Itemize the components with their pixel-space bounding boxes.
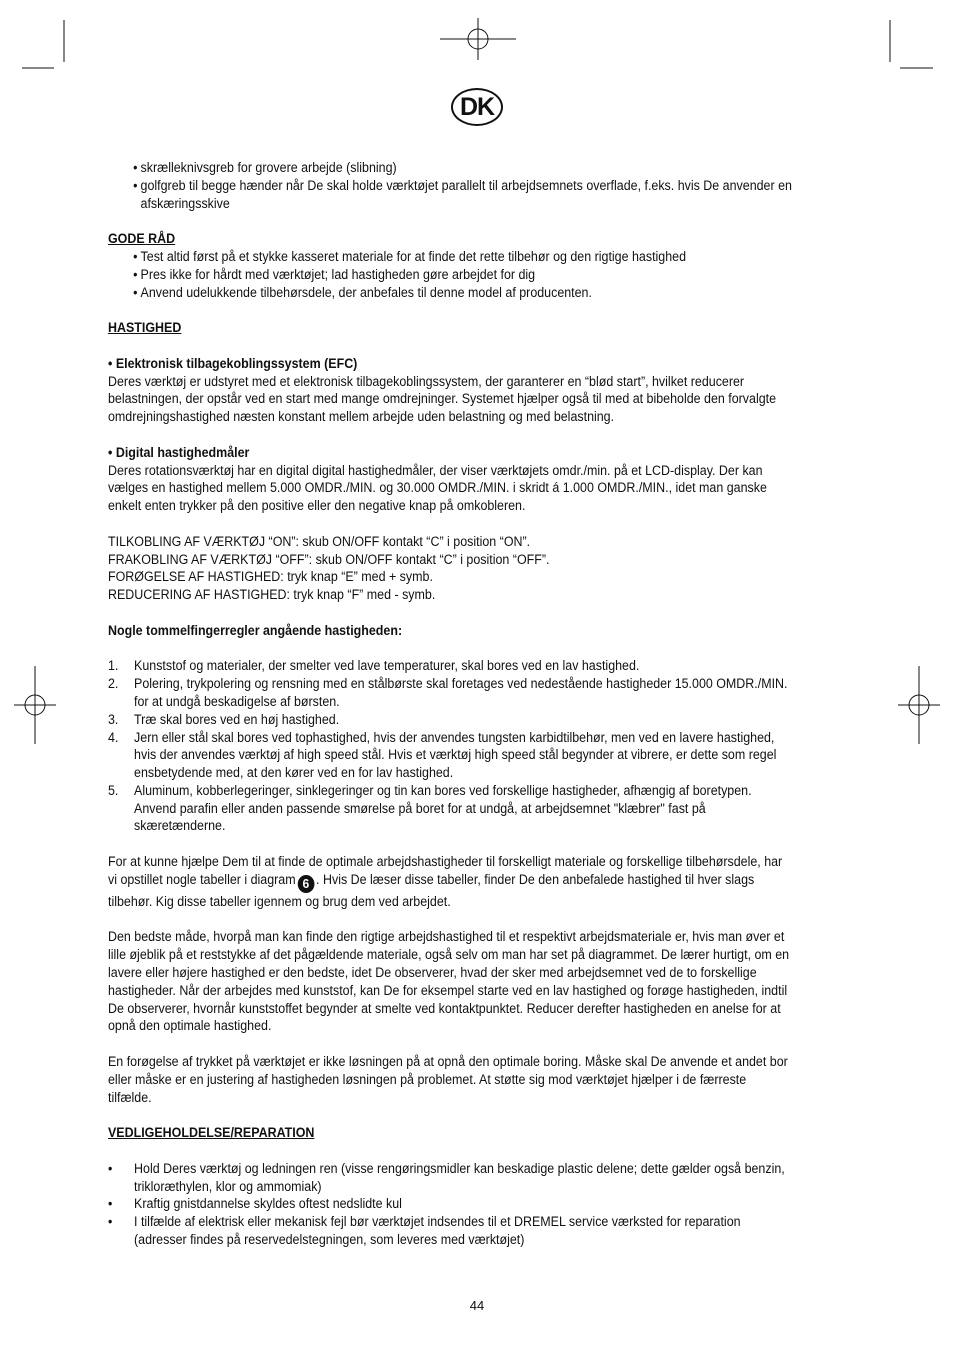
paragraph-line: belastningen, der opstår ved en start med mange omdrejninger. Systemet hjælper også til med at bibeholde den forvalgte <box>108 391 777 407</box>
section-heading: HASTIGHED <box>108 320 182 336</box>
paragraph-line: vælges en hastighed mellem 5.000 OMDR./MIN. og 30.000 OMDR./MIN. i skridt á 1.000 OMDR./MIN., idet man ganske <box>108 480 767 496</box>
page-number: 44 <box>469 1298 485 1313</box>
numbered-item: 4. Jern eller stål skal bores ved tophastighed, hvis der anvendes tungsten karbidtilbehør, men ved en lavere hastighed, hvis der anvendes værktøj af high speed stål. Hvis et værktøj high speed stål begynder at vibrere, er dette som regel ensbetydende med, at den kører ved en for lav hastighed. <box>108 729 777 781</box>
numbered-item: 5. Aluminum, kobberlegeringer, sinklegeringer og tin kan bores ved forskellige hastigheder, afhængig af boretypen. Anvend parafin eller anden passende smørelse på boret for at undgå, at arbejdsemnet "klæbrer" fast på skæretænderne. <box>108 782 752 834</box>
control-instruction: FORØGELSE AF HASTIGHED: tryk knap “E” med + symb. <box>108 569 433 585</box>
paragraph-line: omdrejningshastighed næsten konstant mellem arbejde uden belastning og med belastning. <box>108 409 615 425</box>
document-body <box>108 159 848 1249</box>
paragraph-line: Deres rotationsværktøj har en digital digital hastighedmåler, der viser værktøjets omdr./min. på et LCD-display. Der kan <box>108 462 763 478</box>
paragraph-line: eller måske er en justering af hastigheden løsningen på problemet. At støtte sig mod værktøjet hjælper i de færreste <box>108 1071 747 1087</box>
list-item: • golfgreb til begge hænder når De skal holde værktøjet parallelt til arbejdsemnets overflade, f.eks. hvis De anvender en <box>133 177 792 193</box>
paragraph-line: En forøgelse af trykket på værktøjet er ikke løsningen på at opnå den optimale boring. Måske skal De anvende et andet bor <box>108 1053 788 1069</box>
list-item: • Pres ikke for hårdt med værktøjet; lad hastigheden gøre arbejdet for dig <box>133 266 536 282</box>
paragraph-line: lavere eller højere hastighed er den bedste, idet De observerer, hvad der sker med arbejdsemnet ved de to forskellige <box>108 964 757 980</box>
section-heading: VEDLIGEHOLDELSE/REPARATION <box>108 1125 315 1141</box>
section-heading: GODE RÅD <box>108 231 176 247</box>
control-instruction: TILKOBLING AF VÆRKTØJ “ON”: skub ON/OFF kontakt “C” i position “ON”. <box>108 533 531 549</box>
paragraph-line: Den bedste måde, hvorpå man kan finde den rigtige arbejdshastighed til et respektivt arbejdsmateriale er, hvis man øver et <box>108 929 785 945</box>
numbered-item: 1. Kunststof og materialer, der smelter ved lave temperaturer, skal bores ved en lav hastighed. <box>108 658 640 674</box>
subheading: Nogle tommelfingerregler angående hastigheden: <box>108 622 403 638</box>
paragraph-line: enkelt enten trykker på den positive eller den negative knap på omkobleren. <box>108 498 526 514</box>
list-item: • I tilfælde af elektrisk eller mekanisk fejl bør værktøjet indsendes til et DREMEL service værksted for reparation (adresser findes på reservedelstegningen, som leveres med værktøjet) <box>108 1214 741 1247</box>
list-item-continuation: afskæringsskive <box>140 195 230 211</box>
list-item: • Test altid først på et stykke kasseret materiale for at finde det rette tilbehør og den rigtige hastighed <box>133 248 687 264</box>
paragraph-line: tilfælde. <box>108 1089 152 1105</box>
subheading: • Elektronisk tilbagekoblingssystem (EFC) <box>108 355 358 371</box>
numbered-item: 2. Polering, trykpolering og rensning med en stålbørste skal foretages ved nedestående hastigheder 15.000 OMDR./MIN. for at undgå beskadigelse af børsten. <box>108 676 788 709</box>
list-item: • Kraftig gnistdannelse skyldes oftest nedslidte kul <box>108 1196 402 1212</box>
list-item: • skrælleknivsgreb for grovere arbejde (slibning) <box>133 160 397 175</box>
control-instruction: FRAKOBLING AF VÆRKTØJ “OFF”: skub ON/OFF kontakt “C” i position “OFF”. <box>108 551 550 567</box>
subheading: • Digital hastighedmåler <box>108 444 250 460</box>
paragraph-line: hastigheder. Når der arbejdes med kunststof, kan De for eksempel starte ved en lav hastighed og forøge hastigheden, indtil <box>108 982 788 998</box>
paragraph-line: vi opstillet nogle tabeller i diagram 6 . Hvis De læser disse tabeller, finder De den anbefalede hastighed til hver slags <box>108 871 755 891</box>
paragraph-line: For at kunne hjælpe Dem til at finde de optimale arbejdshastigheder til forskelligt materiale og forskellige tilbehørsdele, har <box>108 854 783 870</box>
paragraph-line: Deres værktøj er udstyret med et elektronisk tilbagekoblingssystem, der garanterer en “blød start”, hvilket reducerer <box>108 373 745 389</box>
paragraph-line: De observerer, hvornår kunststoffet begynder at smelte ved kontaktpunktet. Reducer derefter hastigheden en anelse for at <box>108 1000 781 1016</box>
diagram-reference-icon: 6 <box>297 875 314 893</box>
paragraph-line: lille øjeblik på et reststykke af det pågældende materiale, også selv om man har set på diagrammet. De lærer hurtigt, om en <box>108 947 790 963</box>
list-item: • Hold Deres værktøj og ledningen ren (visse rengøringsmidler kan beskadige plastic delene; dette gælder også benzin, trikloræthylen, klor og ammomiak) <box>108 1160 785 1194</box>
numbered-item: 3. Træ skal bores ved en høj hastighed. <box>108 711 340 727</box>
paragraph-line: opnå den optimale hastighed. <box>108 1018 272 1034</box>
paragraph-line: tilbehør. Kig disse tabeller igennem og brug dem ved arbejdet. <box>108 893 451 909</box>
language-badge: DK <box>451 88 503 126</box>
control-instruction: REDUCERING AF HASTIGHED: tryk knap “F” med - symb. <box>108 587 436 603</box>
list-item: • Anvend udelukkende tilbehørsdele, der anbefales til denne model af producenten. <box>133 284 592 300</box>
